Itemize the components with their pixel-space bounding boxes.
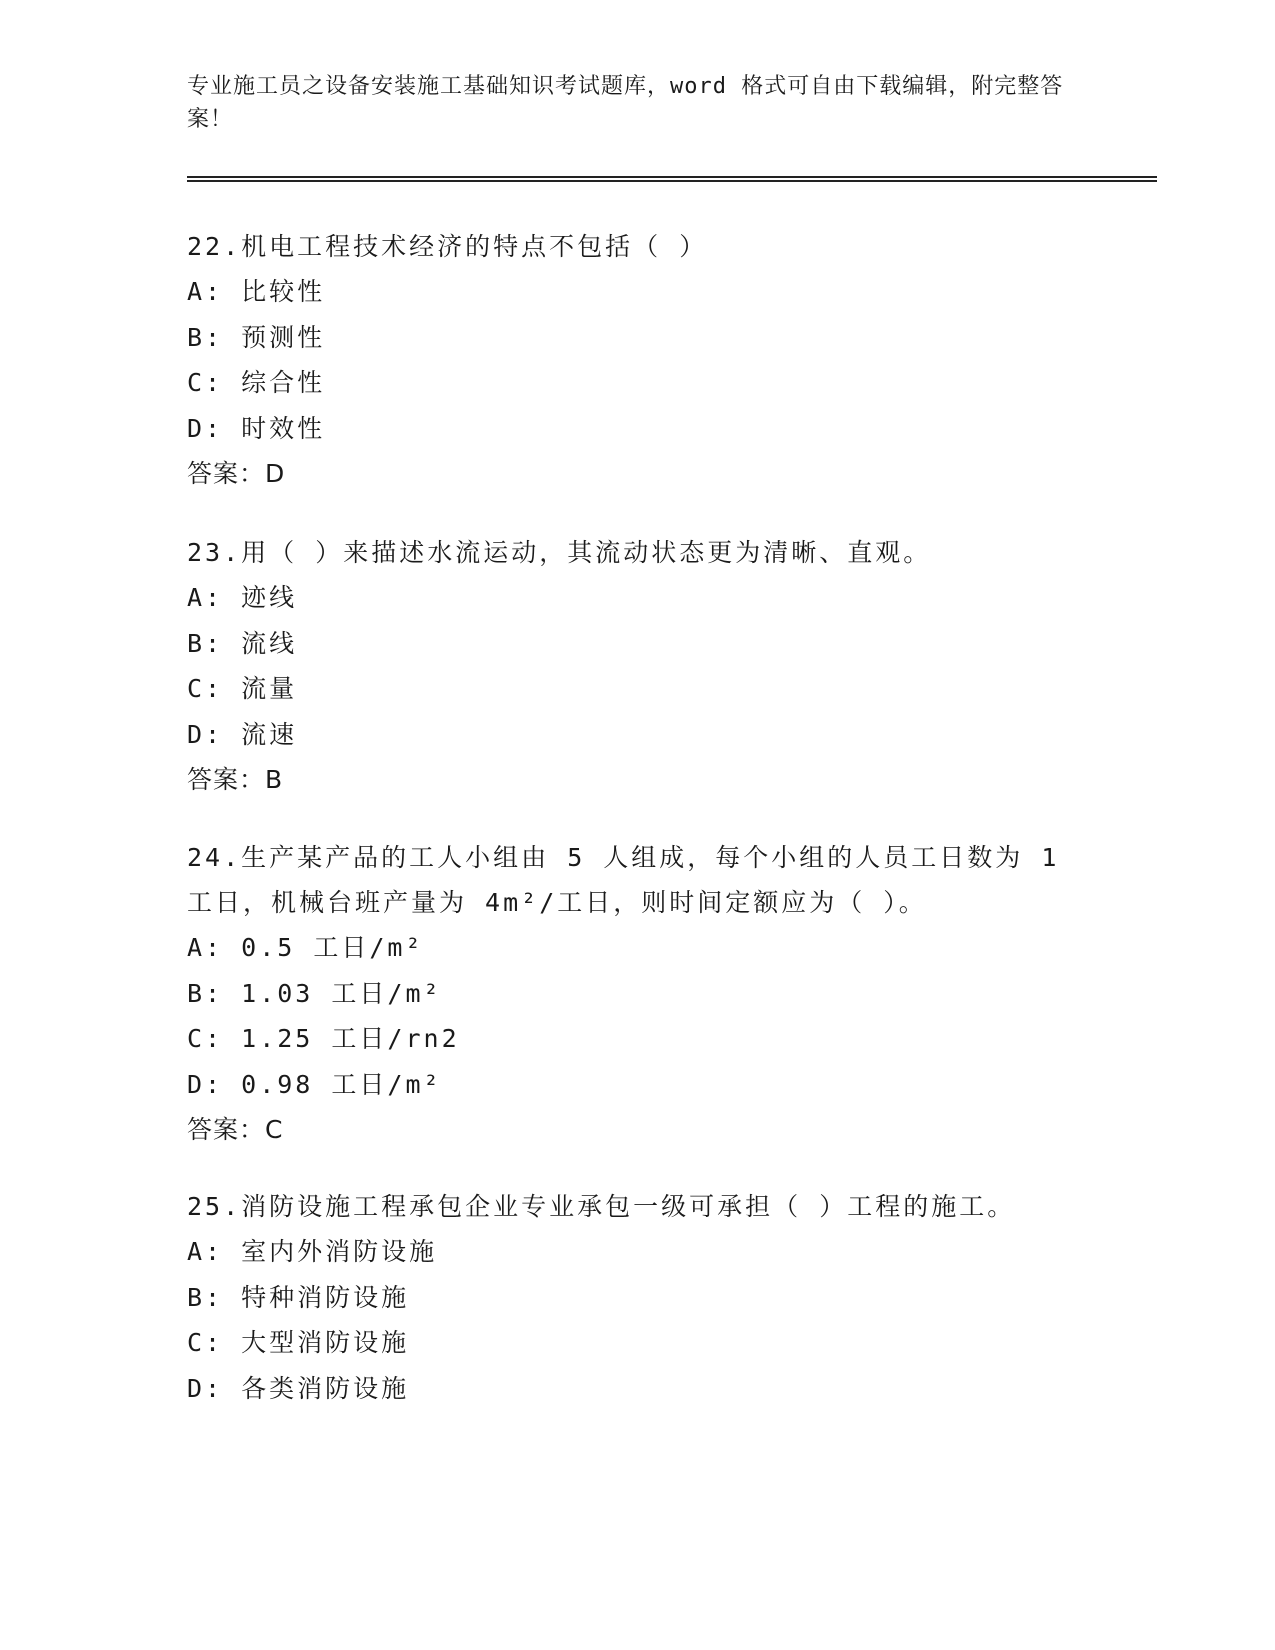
answer: 答案：D (187, 459, 286, 488)
option-d: D: 0.98 工日/m² (187, 1069, 442, 1099)
option-a: A: 室内外消防设施 (187, 1237, 438, 1266)
option-b: B: 流线 (187, 628, 298, 658)
option-a: A: 0.5 工日/m² (187, 933, 424, 962)
option-c: C: 1.25 工日/rn2 (187, 1024, 460, 1053)
option-a: A: 比较性 (187, 277, 326, 306)
option-d: D: 流速 (187, 719, 298, 749)
question-25 (187, 1184, 1087, 1411)
option-a: A: 迹线 (187, 583, 298, 612)
question-stem: 25.消防设施工程承包企业专业承包一级可承担（ ）工程的施工。 (187, 1192, 1016, 1221)
question-stem: 22.机电工程技术经济的特点不包括（ ） (187, 232, 708, 261)
header-divider (187, 176, 1157, 182)
answer: 答案：B (187, 765, 284, 794)
option-b: B: 1.03 工日/m² (187, 978, 442, 1008)
option-c: C: 大型消防设施 (187, 1328, 410, 1357)
option-d: D: 时效性 (187, 413, 326, 443)
document-header: 专业施工员之设备安装施工基础知识考试题库，word 格式可自由下载编辑，附完整答案！ (187, 74, 1064, 132)
option-b: B: 特种消防设施 (187, 1282, 410, 1312)
answer: 答案：C (187, 1115, 284, 1144)
question-stem: 24.生产某产品的工人小组由 5 人组成，每个小组的人员工日数为 1 工日，机械台班产量为 4m²/工日，则时间定额应为（ ）。 (187, 843, 1060, 917)
option-d: D: 各类消防设施 (187, 1373, 410, 1403)
question-23 (187, 530, 1087, 803)
option-b: B: 预测性 (187, 322, 326, 352)
option-c: C: 综合性 (187, 368, 326, 397)
question-22 (187, 224, 1087, 497)
question-24 (187, 835, 1087, 1153)
question-stem: 23.用（ ）来描述水流运动，其流动状态更为清晰、直观。 (187, 538, 932, 567)
option-c: C: 流量 (187, 674, 298, 703)
